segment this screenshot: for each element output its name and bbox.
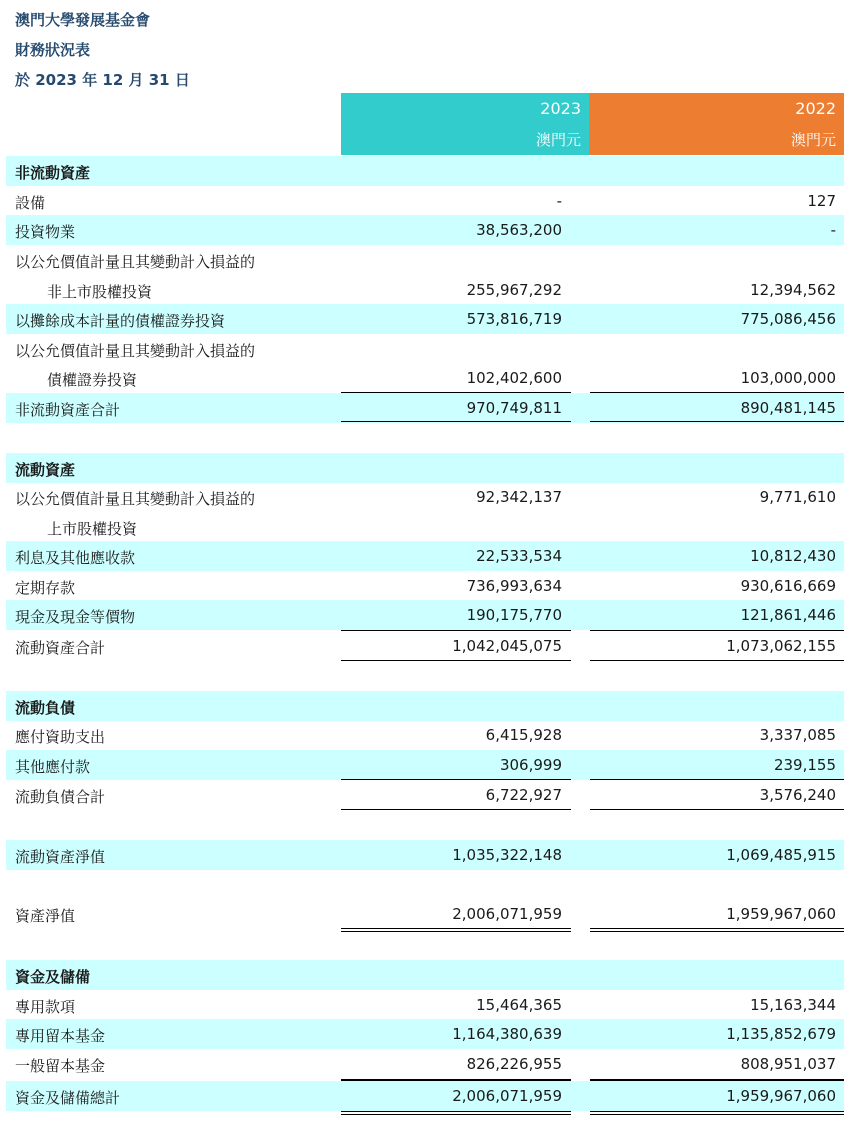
value-2022: 1,135,852,679 (726, 1025, 836, 1043)
divider (341, 660, 571, 661)
divider (341, 931, 571, 932)
divider (590, 1111, 844, 1112)
row-label: 以公允價值計量且其變動計入損益的 (15, 490, 256, 508)
year-label: 2022 (795, 99, 836, 118)
row-label: 一般留本基金 (15, 1057, 106, 1075)
value-2022: 775,086,456 (740, 310, 836, 328)
column-header-2023 (341, 93, 589, 155)
value-2023: 826,226,955 (466, 1055, 562, 1073)
row-label: 利息及其他應收款 (15, 549, 136, 567)
subtotal-row (6, 780, 844, 810)
table-row (6, 304, 844, 334)
organization-name: 澳門大學發展基金會 (15, 11, 151, 29)
divider (590, 809, 844, 810)
table-row (6, 215, 844, 245)
value-2023: 92,342,137 (476, 488, 562, 506)
row-label: 資產淨值 (15, 907, 76, 925)
row-label: 流動資產淨值 (15, 848, 106, 866)
row-label: 非流動資產合計 (15, 401, 121, 419)
currency-label: 澳門元 (535, 131, 581, 149)
divider (341, 1114, 571, 1115)
table-row (6, 990, 844, 1020)
value-2022: 239,155 (773, 756, 836, 774)
year-label: 2023 (540, 99, 581, 118)
value-2023: 1,164,380,639 (452, 1025, 562, 1043)
divider (341, 1111, 571, 1112)
value-2023: 573,816,719 (466, 310, 562, 328)
value-2022: 3,337,085 (759, 726, 836, 744)
value-2023: 1,042,045,075 (452, 637, 562, 655)
row-label: 以攤餘成本計量的債權證券投資 (15, 312, 226, 330)
section-heading-row (6, 691, 844, 721)
row-label: 其他應付款 (15, 758, 91, 776)
value-2023: 306,999 (499, 756, 562, 774)
row-label: 應付資助支出 (15, 728, 106, 746)
value-2023: 22,533,534 (476, 547, 562, 565)
value-2023: 38,563,200 (476, 221, 562, 239)
value-2022: 1,959,967,060 (726, 905, 836, 923)
value-2023: 1,035,322,148 (452, 846, 562, 864)
value-2023: 190,175,770 (466, 606, 562, 624)
value-2022: 808,951,037 (740, 1055, 836, 1073)
value-2023: - (556, 192, 562, 210)
divider (590, 421, 844, 422)
value-2023: 255,967,292 (466, 281, 562, 299)
table-row (6, 600, 844, 630)
value-2022: 12,394,562 (750, 281, 836, 299)
value-2022: 15,163,344 (750, 996, 836, 1014)
statement-date: 於 2023 年 12 月 31 日 (15, 71, 190, 89)
value-2023: 2,006,071,959 (452, 905, 562, 923)
value-2023: 15,464,365 (476, 996, 562, 1014)
value-2022: 103,000,000 (740, 369, 836, 387)
value-2023: 736,993,634 (466, 577, 562, 595)
row-label: 非上市股權投資 (47, 283, 153, 301)
value-2023: 970,749,811 (466, 399, 562, 417)
table-row (6, 245, 844, 275)
row-label: 專用留本基金 (15, 1027, 106, 1045)
row-label: 上市股權投資 (47, 520, 138, 538)
section-title: 流動負債 (15, 699, 76, 717)
row-label: 定期存款 (15, 579, 76, 597)
row-label: 現金及現金等價物 (15, 608, 136, 626)
divider (590, 928, 844, 929)
section-title: 資金及儲備 (15, 968, 91, 986)
table-row (6, 541, 844, 571)
value-2022: 10,812,430 (750, 547, 836, 565)
divider (590, 931, 844, 932)
value-2023: 2,006,071,959 (452, 1087, 562, 1105)
divider (590, 660, 844, 661)
value-2023: 6,415,928 (485, 726, 562, 744)
row-label: 以公允價值計量且其變動計入損益的 (15, 253, 256, 271)
value-2022: 1,069,485,915 (726, 846, 836, 864)
section-title: 流動資產 (15, 461, 76, 479)
divider (590, 1114, 844, 1115)
value-2022: 890,481,145 (740, 399, 836, 417)
subtotal-row (6, 393, 844, 423)
divider (341, 421, 571, 422)
value-2022: 1,073,062,155 (726, 637, 836, 655)
divider (341, 928, 571, 929)
table-row (6, 482, 844, 512)
row-label: 設備 (15, 194, 46, 212)
section-heading-row (6, 156, 844, 186)
table-row (6, 275, 844, 305)
table-row (6, 750, 844, 780)
summary-row (6, 899, 844, 929)
value-2022: 127 (807, 192, 836, 210)
value-2022: 9,771,610 (759, 488, 836, 506)
value-2022: 1,959,967,060 (726, 1087, 836, 1105)
table-row (6, 1019, 844, 1049)
table-row (6, 1049, 844, 1079)
row-label: 債權證券投資 (47, 371, 138, 389)
value-2022: 3,576,240 (759, 786, 836, 804)
row-label: 以公允價值計量且其變動計入損益的 (15, 342, 256, 360)
table-row (6, 571, 844, 601)
currency-label: 澳門元 (790, 131, 836, 149)
summary-row (6, 840, 844, 870)
statement-title: 財務狀況表 (15, 41, 91, 59)
total-row (6, 1081, 844, 1111)
table-row (6, 363, 844, 393)
row-label: 流動負債合計 (15, 788, 106, 806)
table-row (6, 720, 844, 750)
section-heading-row (6, 960, 844, 990)
value-2022: 121,861,446 (740, 606, 836, 624)
table-row (6, 186, 844, 216)
row-label: 流動資產合計 (15, 639, 106, 657)
value-2022: 930,616,669 (740, 577, 836, 595)
row-label: 投資物業 (15, 223, 76, 241)
row-label: 資金及儲備總計 (15, 1089, 121, 1107)
subtotal-row (6, 631, 844, 661)
section-title: 非流動資產 (15, 164, 91, 182)
value-2022: - (830, 221, 836, 239)
value-2023: 102,402,600 (466, 369, 562, 387)
value-2023: 6,722,927 (485, 786, 562, 804)
table-row (6, 512, 844, 542)
row-label: 專用款項 (15, 998, 76, 1016)
section-heading-row (6, 453, 844, 483)
divider (341, 809, 571, 810)
column-header-2022 (589, 93, 844, 155)
table-row (6, 334, 844, 364)
